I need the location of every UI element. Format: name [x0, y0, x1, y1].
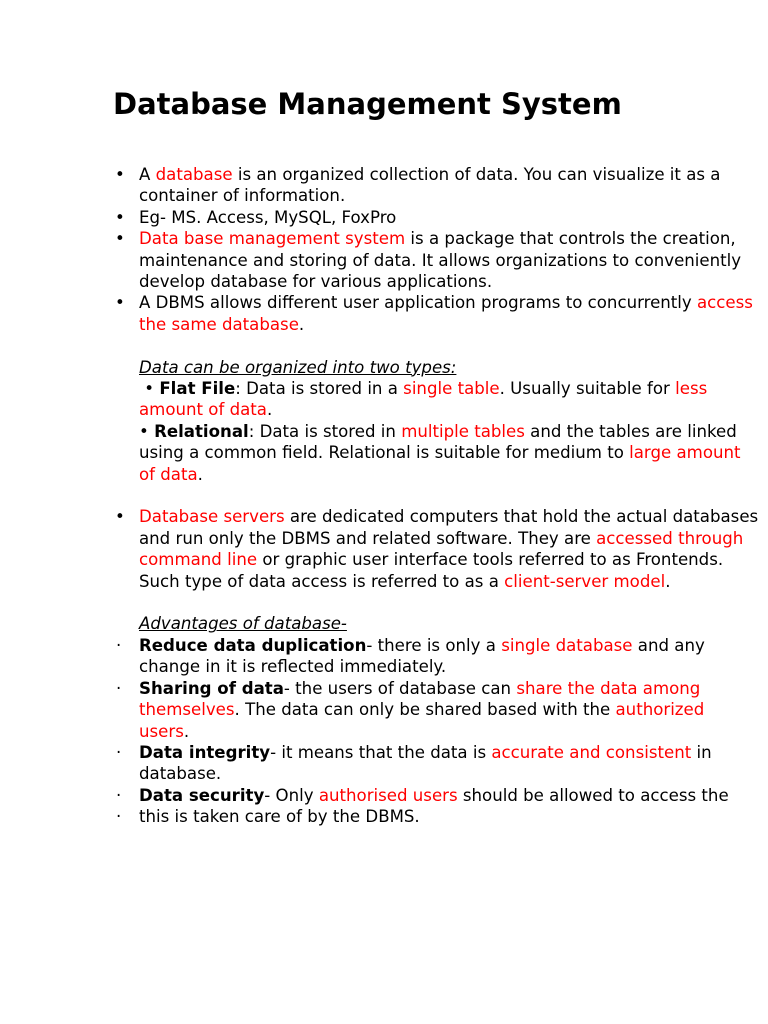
- highlight-term: less amount of data: [139, 379, 708, 420]
- document-body: [139, 164, 759, 828]
- text-run: .: [665, 571, 671, 591]
- text-run: A DBMS allows different user application programs to concurrently: [139, 293, 698, 313]
- bullet-database-servers: [139, 506, 759, 592]
- section-heading: Advantages of database-: [139, 614, 347, 634]
- text-run: and any change in it is reflected immediately.: [139, 635, 705, 677]
- advantage-security: [139, 785, 759, 806]
- text-run: or graphic user interface tools referred to as Frontends. Such type of data access is referred to as a: [139, 550, 724, 591]
- advantage-integrity: [139, 742, 759, 785]
- text-run: .: [298, 314, 305, 334]
- bullet-examples: [139, 207, 759, 228]
- highlight-term: Database servers: [139, 507, 285, 527]
- highlight-term: access the same database: [139, 293, 753, 334]
- bullet-database-definition: [139, 164, 759, 207]
- term-label: Reduce data duplication: [139, 635, 367, 655]
- text-run: Eg- MS. Access, MySQL, FoxPro: [139, 207, 397, 227]
- highlight-term: multiple tables: [401, 421, 525, 441]
- text-run: - there is only a: [366, 635, 502, 655]
- highlight-term: authorised users: [318, 785, 458, 805]
- text-run: . Usually suitable for: [499, 379, 676, 399]
- text-run: - Only: [264, 785, 319, 805]
- text-run: A: [139, 165, 156, 184]
- term-label: Sharing of data: [139, 678, 284, 698]
- advantage-dbms-care: [139, 806, 759, 827]
- spacer: [139, 592, 759, 613]
- text-run: in database.: [139, 742, 712, 784]
- bullet-dbms-definition: [139, 228, 759, 292]
- advantage-reduce-duplication: [139, 635, 759, 678]
- advantages-heading: [139, 613, 759, 634]
- type-flat-file: [139, 378, 759, 421]
- term-label: Flat File: [159, 379, 236, 399]
- highlight-term: accessed through command line: [139, 528, 744, 570]
- bullet-dbms-access: [139, 292, 759, 335]
- types-heading: [139, 357, 759, 378]
- text-run: is a package that controls the creation, maintenance and storing of data. It allows organizations to conveniently develop database for various applications.: [139, 229, 742, 292]
- highlight-term: authorized users: [139, 700, 705, 741]
- text-run: is an organized collection of data. You can visualize it as a container of information.: [139, 165, 721, 206]
- section-heading: Data can be organized into two types:: [139, 357, 457, 377]
- page-title: Database Management System: [113, 87, 622, 121]
- highlight-term: client-server model: [504, 571, 666, 591]
- highlight-term: single database: [501, 635, 633, 655]
- highlight-term: accurate and consistent: [491, 742, 692, 762]
- spacer: [139, 485, 759, 506]
- text-run: - it means that the data is: [270, 742, 492, 762]
- advantage-sharing: [139, 678, 759, 742]
- term-label: Data integrity: [139, 742, 271, 762]
- text-run: and the tables are linked using a common field. Relational is suitable for medium to: [139, 421, 737, 463]
- text-run: : Data is stored in a: [235, 379, 404, 399]
- spacer: [139, 335, 759, 356]
- text-run: .: [266, 400, 273, 420]
- text-run: should be allowed to access the: [457, 785, 729, 805]
- highlight-term: share the data among themselves: [139, 678, 701, 720]
- highlight-term: large amount of data: [139, 443, 741, 484]
- highlight-term: single table: [403, 379, 500, 399]
- inline-bullet: •: [139, 379, 160, 399]
- text-run: this is taken care of by the DBMS.: [139, 807, 420, 827]
- text-run: .: [197, 464, 203, 484]
- text-run: . The data can only be shared based with the: [234, 700, 616, 720]
- term-label: Relational: [154, 421, 249, 441]
- type-relational: [139, 421, 759, 485]
- text-run: : Data is stored in: [248, 421, 402, 441]
- highlight-term: Data base management system: [139, 229, 406, 249]
- highlight-term: database: [155, 165, 233, 184]
- text-run: .: [183, 721, 190, 741]
- text-run: are dedicated computers that hold the actual databases and run only the DBMS and related software. They are: [139, 507, 759, 548]
- term-label: Data security: [139, 785, 265, 805]
- inline-bullet: •: [139, 421, 155, 441]
- text-run: - the users of database can: [283, 678, 517, 698]
